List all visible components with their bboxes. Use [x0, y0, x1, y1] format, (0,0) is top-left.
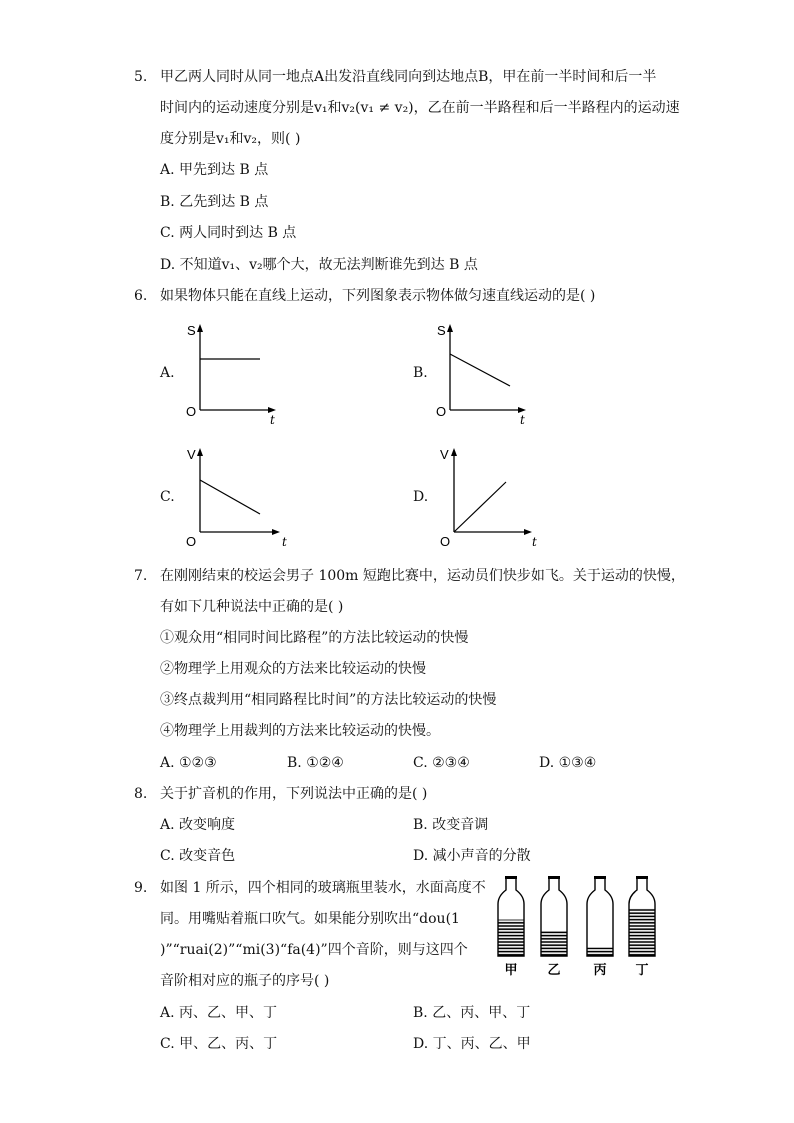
graph-a — [178, 318, 283, 428]
option-d[interactable]: D. — [413, 489, 429, 505]
svg-text:O: O — [436, 404, 447, 419]
question-stem-line: 同。用嘴贴着瓶口吹气。如果能分别吹出“dou(1 — [160, 911, 460, 927]
bottle-label: 甲 — [504, 963, 518, 978]
svg-text:O: O — [186, 534, 197, 549]
option-d[interactable]: D. ①③④ — [539, 755, 597, 771]
question-number: 5. — [134, 69, 148, 85]
svg-text:t: t — [282, 535, 287, 549]
option-b[interactable]: B. 改变音调 — [413, 817, 489, 833]
x-axis-label: t — [270, 413, 275, 427]
statement-4: ④物理学上用裁判的方法来比较运动的快慢。 — [160, 723, 440, 739]
graph-c — [178, 442, 288, 552]
question-number: 9. — [134, 880, 148, 896]
option-a[interactable]: A. 甲先到达 B 点 — [160, 162, 269, 178]
option-b[interactable]: B. ①②④ — [287, 755, 344, 771]
bottle-water — [629, 908, 655, 956]
origin-label: O — [186, 404, 197, 419]
option-b[interactable]: B. — [413, 365, 428, 381]
option-c[interactable]: C. — [160, 489, 175, 505]
option-a[interactable]: A. — [160, 365, 175, 381]
option-a[interactable]: A. 改变响度 — [160, 817, 236, 833]
question-number: 7. — [134, 568, 148, 584]
bottles-svg — [490, 870, 680, 980]
svg-text:O: O — [440, 534, 451, 549]
option-a[interactable]: A. ①②③ — [160, 755, 217, 771]
svg-text:S: S — [437, 323, 446, 338]
bottle-water — [587, 948, 613, 956]
bottle-label: 乙 — [547, 963, 561, 978]
question-number: 8. — [134, 786, 148, 802]
graph-line — [454, 482, 506, 532]
option-c[interactable]: C. 甲、乙、丙、丁 — [160, 1036, 278, 1052]
bottle-outline — [587, 878, 613, 956]
option-d[interactable]: D. 不知道v₁、v₂哪个大，故无法判断谁先到达 B 点 — [160, 257, 478, 273]
svg-text:V: V — [187, 447, 196, 462]
option-c[interactable]: C. ②③④ — [413, 755, 470, 771]
bottle-rim — [594, 876, 606, 879]
option-d[interactable]: D. 减小声音的分散 — [413, 848, 531, 864]
statement-2: ②物理学上用观众的方法来比较运动的快慢 — [160, 661, 426, 677]
question-stem-line: 在刚刚结束的校运会男子 100m 短跑比赛中，运动员们快步如飞。关于运动的快慢， — [160, 568, 685, 584]
svg-text:V: V — [440, 447, 449, 462]
graph-line — [450, 354, 510, 386]
question-stem-line: 度分别是v₁和v₂，则( ) — [160, 131, 301, 147]
question-stem-line: )”“ruai(2)”“mi(3)“fa(4)”四个音阶，则与这四个 — [160, 942, 468, 958]
option-a[interactable]: A. 丙、乙、甲、丁 — [160, 1005, 278, 1021]
question-stem-line: 音阶相对应的瓶子的序号( ) — [160, 973, 330, 989]
option-c[interactable]: C. 两人同时到达 B 点 — [160, 225, 297, 241]
y-axis-label: S — [187, 323, 196, 338]
question-stem: 关于扩音机的作用，下列说法中正确的是( ) — [160, 786, 428, 802]
bottle-rim — [636, 876, 648, 879]
statement-1: ①观众用“相同时间比路程”的方法比较运动的快慢 — [160, 630, 469, 646]
graph-d — [432, 442, 542, 552]
statement-3: ③终点裁判用“相同路程比时间”的方法比较运动的快慢 — [160, 692, 497, 708]
bottle-rim — [548, 876, 560, 879]
svg-text:t: t — [520, 413, 525, 427]
question-stem: 如果物体只能在直线上运动，下列图象表示物体做匀速直线运动的是( ) — [160, 288, 596, 304]
bottle-label: 丁 — [635, 963, 649, 978]
option-c[interactable]: C. 改变音色 — [160, 848, 236, 864]
bottle-water — [498, 920, 524, 956]
option-b[interactable]: B. 乙先到达 B 点 — [160, 194, 269, 210]
question-stem-line: 时间内的运动速度分别是v₁和v₂(v₁ ≠ v₂)，乙在前一半路程和后一半路程内的运动速 — [160, 100, 680, 116]
question-stem-line: 有如下几种说法中正确的是( ) — [160, 599, 344, 615]
question-stem-line: 甲乙两人同时从同一地点A出发沿直线同向到达地点B，甲在前一半时间和后一半 — [160, 69, 657, 85]
bottle-label: 丙 — [593, 963, 607, 978]
bottles-figure — [490, 870, 680, 986]
y-arrow — [197, 324, 203, 332]
graph-line — [200, 480, 260, 514]
question-number: 6. — [134, 288, 148, 304]
question-stem-line: 如图 1 所示，四个相同的玻璃瓶里装水，水面高度不 — [160, 880, 486, 896]
option-b[interactable]: B. 乙、丙、甲、丁 — [413, 1005, 531, 1021]
svg-text:t: t — [532, 535, 537, 549]
option-d[interactable]: D. 丁、丙、乙、甲 — [413, 1036, 531, 1052]
graph-b — [428, 318, 533, 428]
bottle-water — [541, 931, 567, 956]
bottle-rim — [505, 876, 517, 879]
